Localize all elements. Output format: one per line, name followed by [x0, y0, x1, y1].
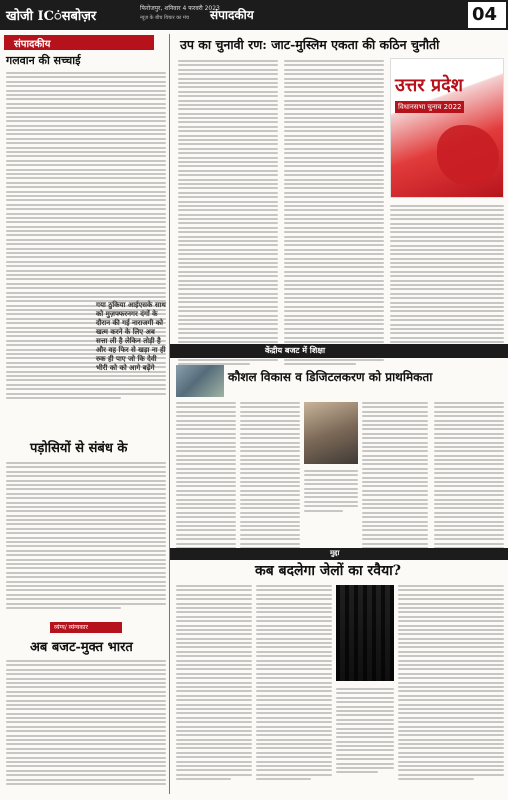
page-number: 04: [472, 4, 498, 25]
prison-col1: [176, 585, 252, 783]
editorial-tag: [4, 35, 154, 50]
story3-title: अब बजट-मुक्त भारत: [30, 640, 133, 655]
up-election-banner: [390, 58, 504, 198]
up-banner-title: उत्तर प्रदेश: [395, 75, 463, 96]
column-divider: [169, 34, 170, 794]
main-body-col2: [284, 60, 384, 367]
budget-bar-label: केंद्रीय बजट में शिक्षा: [265, 346, 326, 355]
prison-col4: [398, 585, 504, 783]
budget-photo-1: [176, 365, 224, 397]
masthead-logo: खोजी ICंसबोज़र: [6, 9, 97, 24]
up-banner-subtitle: विधानसभा चुनाव 2022: [398, 103, 462, 111]
budget-col2: [240, 402, 300, 556]
budget-col4: [362, 402, 428, 556]
editorial-title: गलवान की सच्चाई: [6, 54, 81, 67]
left-pullquote: गया ठुकिया आईएसके साथ को मुज़फ्फरनगर दंगों के दौरान की गई नाराजगी को खत्म करने के लिए अब सत्ता ली है लेकिन तोड़ी है और वह फिर से खड़ा ना ही रुक ही पाए जो कि देवी भीरी को को आगे बढ़ेंगे: [96, 300, 166, 372]
story2-title: पड़ोसियों से संबंध के: [30, 441, 128, 456]
budget-col3: [304, 470, 358, 514]
budget-headline: कौशल विकास व डिजिटलकरण को प्राथमिकता: [228, 370, 433, 384]
prison-headline: कब बदलेगा जेलों का रवैया?: [255, 563, 402, 579]
prison-bar: [170, 548, 508, 560]
prison-col3: [336, 688, 394, 776]
main-body-col1: [178, 60, 278, 367]
main-body-col3: [390, 205, 504, 354]
story2-body: [6, 462, 166, 611]
main-headline: उप का चुनावी रण: जाट-मुस्लिम एकता की कठिन चुनौती: [180, 37, 440, 52]
up-banner-subtitle-box: [395, 101, 464, 113]
masthead-date: फिरोजपुर, शनिवार 4 फरवरी 2023: [140, 5, 220, 12]
page-number-box: [468, 2, 506, 28]
budget-col1: [176, 402, 236, 556]
budget-photo-2: [304, 402, 358, 464]
budget-bar: [170, 344, 508, 358]
budget-col5: [434, 402, 504, 556]
left-pullquote-box: [96, 300, 168, 400]
vyangya-tag-label: व्यंग्य/ व्यंग्यकार: [54, 624, 88, 631]
masthead-tagline: न्यूज़ के बीच विचार का मंच: [140, 15, 190, 21]
prison-photo-image: [336, 585, 394, 681]
prison-tag-label: मुद्दा: [330, 549, 340, 557]
prison-photo: [336, 585, 394, 681]
story3-body: [6, 660, 166, 787]
masthead: [0, 0, 508, 30]
budget-photo-1-image: [176, 365, 224, 397]
section-name: संपादकीय: [210, 8, 254, 22]
budget-photo-2-image: [304, 402, 358, 464]
vyangya-tag: [50, 622, 122, 633]
prison-col2: [256, 585, 332, 783]
editorial-tag-label: संपादकीय: [14, 39, 51, 50]
